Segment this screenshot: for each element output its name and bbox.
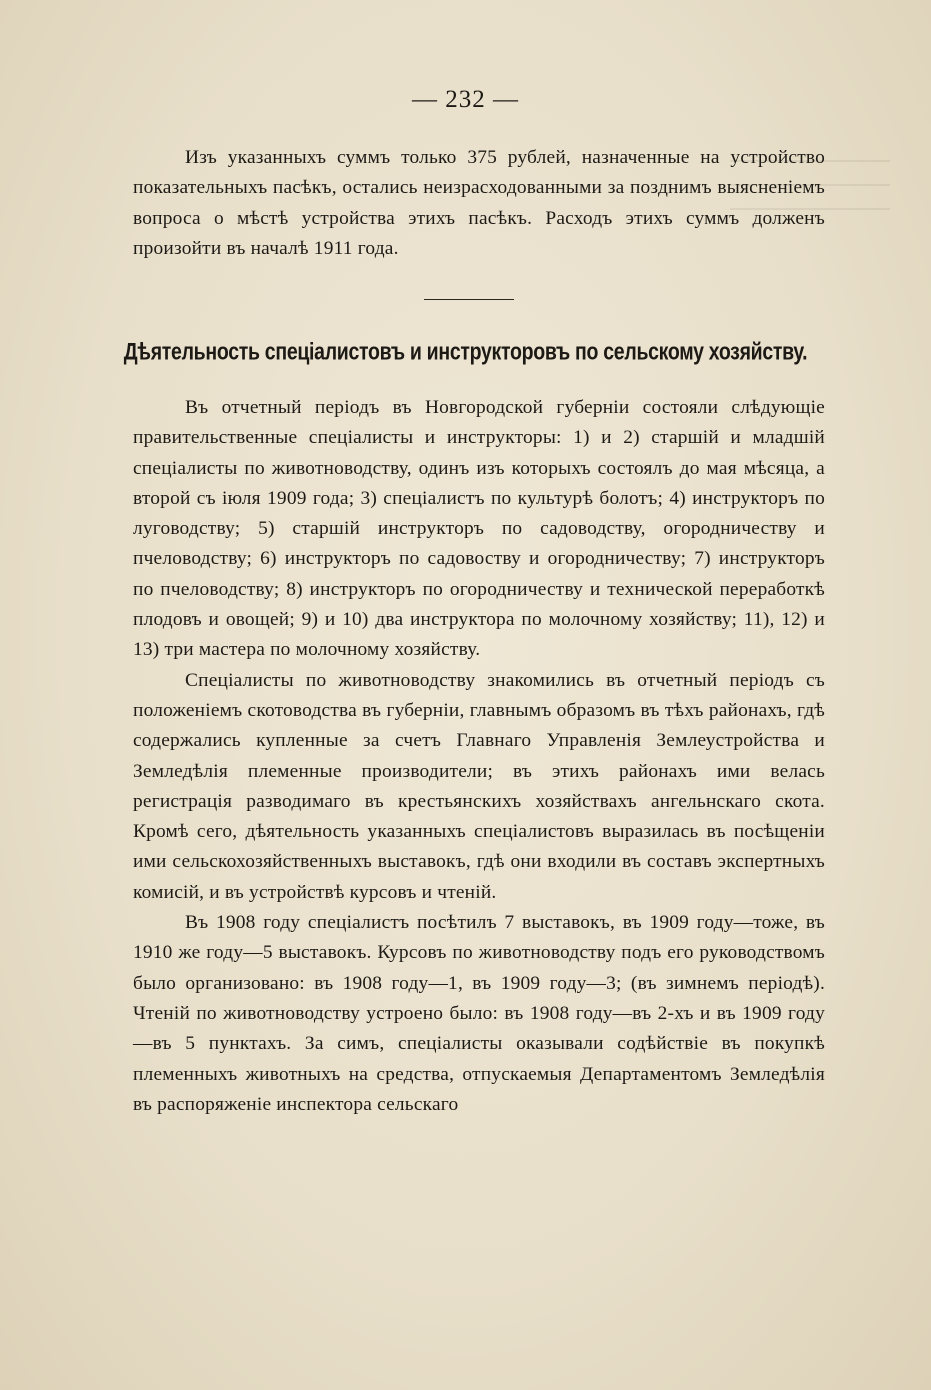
body-paragraph: Спеціалисты по животноводству знакомились въ отчетный періодъ съ положеніемъ скотоводства въ губерніи, главнымъ образомъ въ тѣхъ районахъ, гдѣ содержались купленные за счетъ Главнаго Управленія Землеустройства и Земледѣлія племенные производители; въ этихъ районахъ ими велась регистрація разводимаго въ крестьянскихъ хозяйствахъ ангельнскаго скота. Кромѣ сего, дѣятельность указанныхъ спеціалистовъ выразилась въ посѣщеніи ими сельскохозяйственныхъ выставокъ, гдѣ они входили въ составъ экспертныхъ комисій, и въ устройствѣ курсовъ и чтеній. — [133, 669, 825, 903]
intro-block — [133, 143, 825, 264]
body-paragraph: Въ 1908 году спеціалистъ посѣтилъ 7 выставокъ, въ 1909 году—тоже, въ 1910 же году—5 выставокъ. Курсовъ по животноводству подъ его руководствомъ было организовано: въ 1908 году—1, въ 1909 году—3; (въ зимнемъ періодѣ). Чтеній по животноводству устроено было: въ 1908 году—въ 2-хъ и въ 1909 году—въ 5 пунктахъ. За симъ, спеціалисты оказывали содѣйствіе въ покупкѣ племенныхъ животныхъ на средства, отпускаемыя Департаментомъ Земледѣлія въ распоряженіе инспектора сельскаго — [133, 912, 825, 1115]
body-paragraph: Въ отчетный періодъ въ Новгородской губерніи состояли слѣдующіе правительственные спеціалисты и инструкторы: 1) и 2) старшій и младшій спеціалисты по животноводству, одинъ изъ которыхъ состоялъ до мая мѣсяца, а второй съ іюля 1909 года; 3) спеціалистъ по культурѣ болотъ; 4) инструкторъ по луговодству; 5) старшій инструкторъ по садоводству, огородничеству и пчеловодству; 6) инструкторъ по садовоству и огородничеству; 7) инструкторъ по пчеловодству; 8) инструкторъ по огородничеству и технической переработкѣ плодовъ и овощей; 9) и 10) два инструктора по молочному хозяйству; 11), 12) и 13) три мастера по молочному хозяйству. — [133, 397, 825, 661]
separator-rule — [424, 299, 514, 300]
page-number: — 232 — — [412, 86, 519, 113]
section-body — [133, 393, 825, 1120]
section-heading: Дѣятельность спеціалистовъ и инструкторовъ по сельскому хозяйству. — [123, 338, 808, 366]
intro-paragraph: Изъ указанныхъ суммъ только 375 рублей, назначенные на устройство показательныхъ пасѣкъ, остались неизрасходованными за позднимъ выясненіемъ вопроса о мѣстѣ устройства этихъ пасѣкъ. Расходъ этихъ суммъ долженъ произойти въ началѣ 1911 года. — [133, 147, 825, 259]
